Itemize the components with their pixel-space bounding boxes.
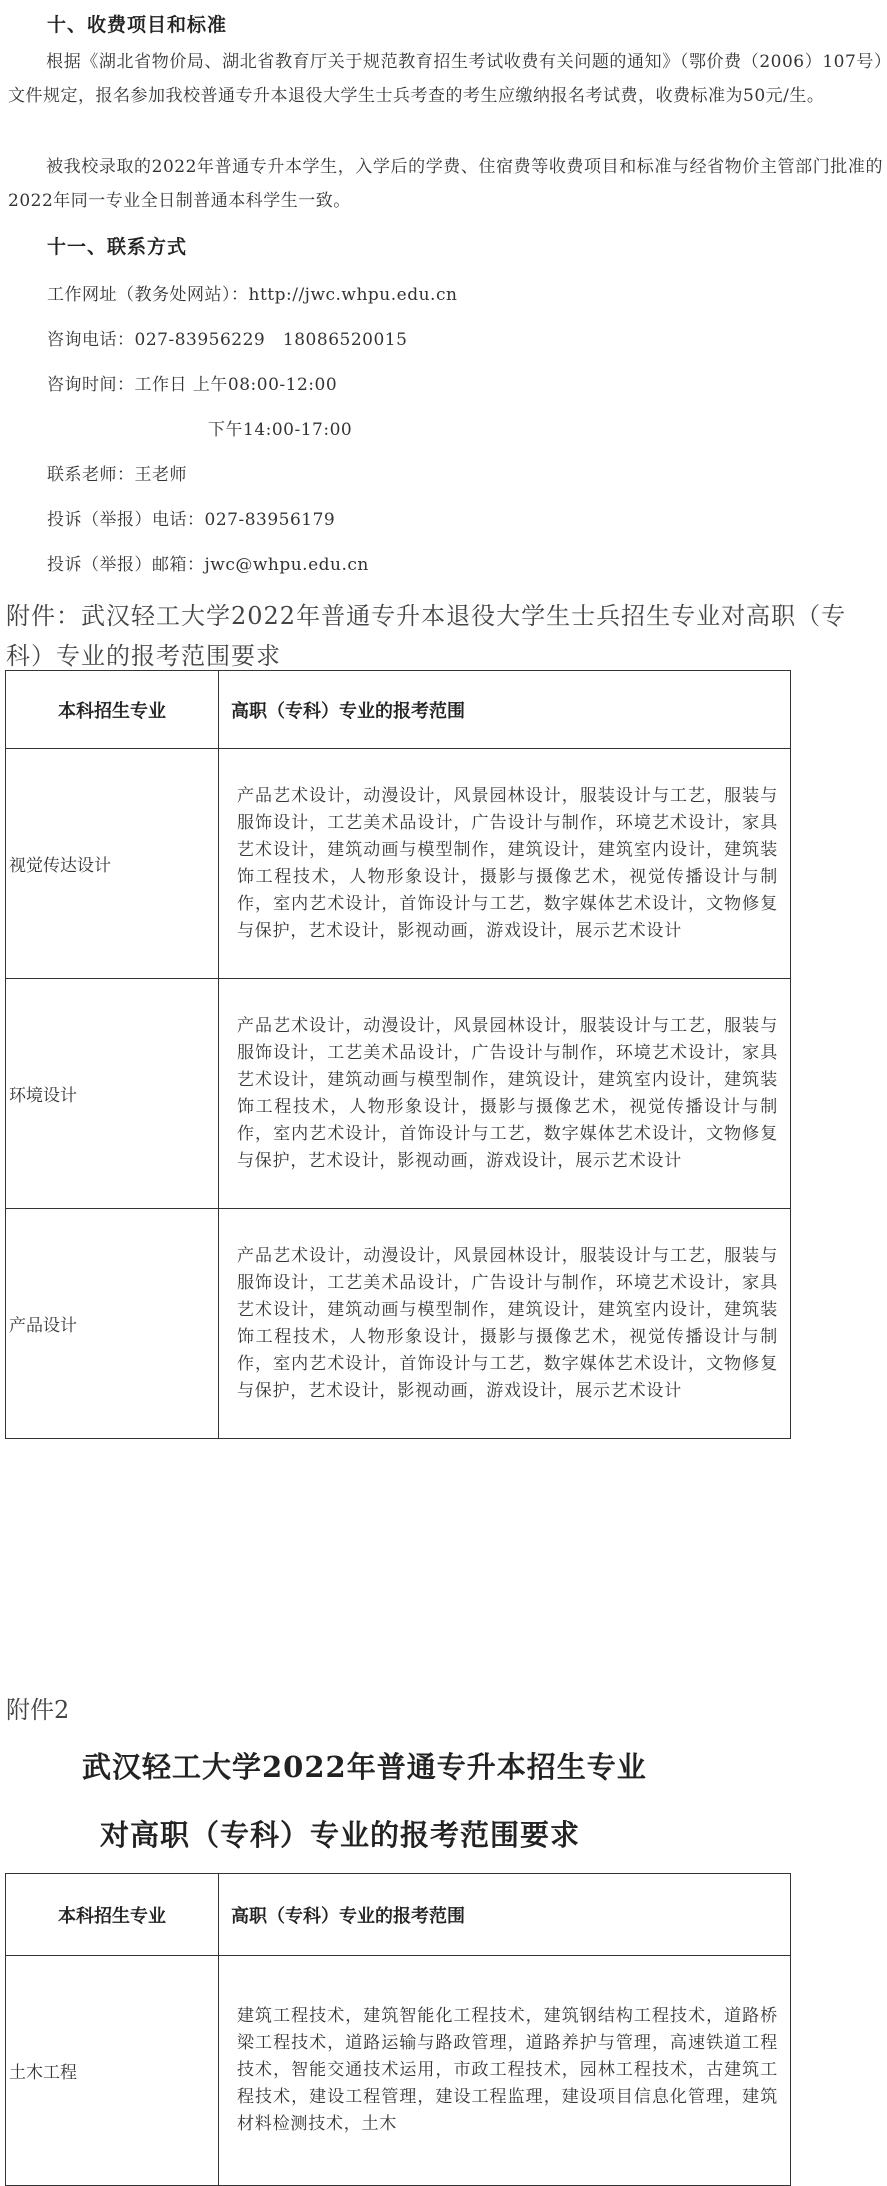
website-line: 工作网址（教务处网站）：http://jwc.whpu.edu.cn — [47, 285, 458, 305]
header-scope: 高职（专科）专业的报考范围 — [219, 1874, 791, 1956]
major-cell: 环境设计 — [6, 979, 219, 1209]
phone-line: 咨询电话：027-83956229 18086520015 — [47, 330, 408, 350]
section-10-paragraph-1: 根据《湖北省物价局、湖北省教育厅关于规范教育招生考试收费有关问题的通知》（鄂价费（2006）107号）文件规定，报名参加我校普通专升本退役大学生士兵考查的考生应缴纳报名考试费，收费标准为50元/生。 — [8, 52, 883, 106]
table-row — [6, 1956, 791, 2186]
header-major: 本科招生专业 — [6, 1874, 219, 1956]
scope-cell: 产品艺术设计，动漫设计，风景园林设计，服装设计与工艺，服装与服饰设计，工艺美术品设计，广告设计与制作，环境艺术设计，家具艺术设计，建筑动画与模型制作，建筑设计，建筑室内设计，建筑装饰工程技术，人物形象设计，摄影与摄像艺术，视觉传播设计与制作，室内艺术设计，首饰设计与工艺，数字媒体艺术设计，文物修复与保护，艺术设计，影视动画，游戏设计，展示艺术设计 — [219, 979, 791, 1209]
table-row — [6, 1209, 791, 1439]
section-10-title: 十、收费项目和标准 — [47, 14, 228, 36]
complaint-phone-line: 投诉（举报）电话：027-83956179 — [47, 510, 336, 530]
table-row — [6, 979, 791, 1209]
header-major: 本科招生专业 — [6, 671, 219, 749]
table-header-row — [6, 1874, 791, 1956]
major-cell: 土木工程 — [6, 1956, 219, 2186]
annex-2-title-line-2: 对高职（专科）专业的报考范围要求 — [100, 1818, 581, 1852]
complaint-email-line: 投诉（举报）邮箱：jwc@whpu.edu.cn — [47, 555, 369, 575]
header-scope: 高职（专科）专业的报考范围 — [219, 671, 791, 749]
major-cell: 产品设计 — [6, 1209, 219, 1439]
scope-cell: 建筑工程技术，建筑智能化工程技术，建筑钢结构工程技术，道路桥梁工程技术，道路运输与路政管理，道路养护与管理，高速铁道工程技术，智能交通技术运用，市政工程技术，园林工程技术，古建筑工程技术，建设工程管理，建设工程监理，建设项目信息化管理，建筑材料检测技术，土木 — [219, 1956, 791, 2186]
annex-2-label: 附件2 — [6, 1696, 70, 1724]
table-header-row — [6, 671, 791, 749]
annex-1-table — [5, 670, 791, 1439]
table-row — [6, 749, 791, 979]
scope-cell: 产品艺术设计，动漫设计，风景园林设计，服装设计与工艺，服装与服饰设计，工艺美术品设计，广告设计与制作，环境艺术设计，家具艺术设计，建筑动画与模型制作，建筑设计，建筑室内设计，建筑装饰工程技术，人物形象设计，摄影与摄像艺术，视觉传播设计与制作，室内艺术设计，首饰设计与工艺，数字媒体艺术设计，文物修复与保护，艺术设计，影视动画，游戏设计，展示艺术设计 — [219, 1209, 791, 1439]
hours-pm-line: 下午14:00-17:00 — [208, 420, 353, 440]
annex-2-table — [5, 1873, 791, 2186]
major-cell: 视觉传达设计 — [6, 749, 219, 979]
annex-2-title-line-1: 武汉轻工大学2022年普通专升本招生专业 — [82, 1750, 647, 1784]
annex-1-title: 附件：武汉轻工大学2022年普通专升本退役大学生士兵招生专业对高职（专科）专业的报考范围要求 — [6, 602, 847, 670]
contact-line: 联系老师：王老师 — [47, 465, 187, 485]
hours-am-line: 咨询时间：工作日 上午08:00-12:00 — [47, 375, 338, 395]
section-10-paragraph-2: 被我校录取的2022年普通专升本学生，入学后的学费、住宿费等收费项目和标准与经省物价主管部门批准的2022年同一专业全日制普通本科学生一致。 — [8, 157, 883, 211]
section-11-title: 十一、联系方式 — [47, 236, 188, 258]
scope-cell: 产品艺术设计，动漫设计，风景园林设计，服装设计与工艺，服装与服饰设计，工艺美术品设计，广告设计与制作，环境艺术设计，家具艺术设计，建筑动画与模型制作，建筑设计，建筑室内设计，建筑装饰工程技术，人物形象设计，摄影与摄像艺术，视觉传播设计与制作，室内艺术设计，首饰设计与工艺，数字媒体艺术设计，文物修复与保护，艺术设计，影视动画，游戏设计，展示艺术设计 — [219, 749, 791, 979]
